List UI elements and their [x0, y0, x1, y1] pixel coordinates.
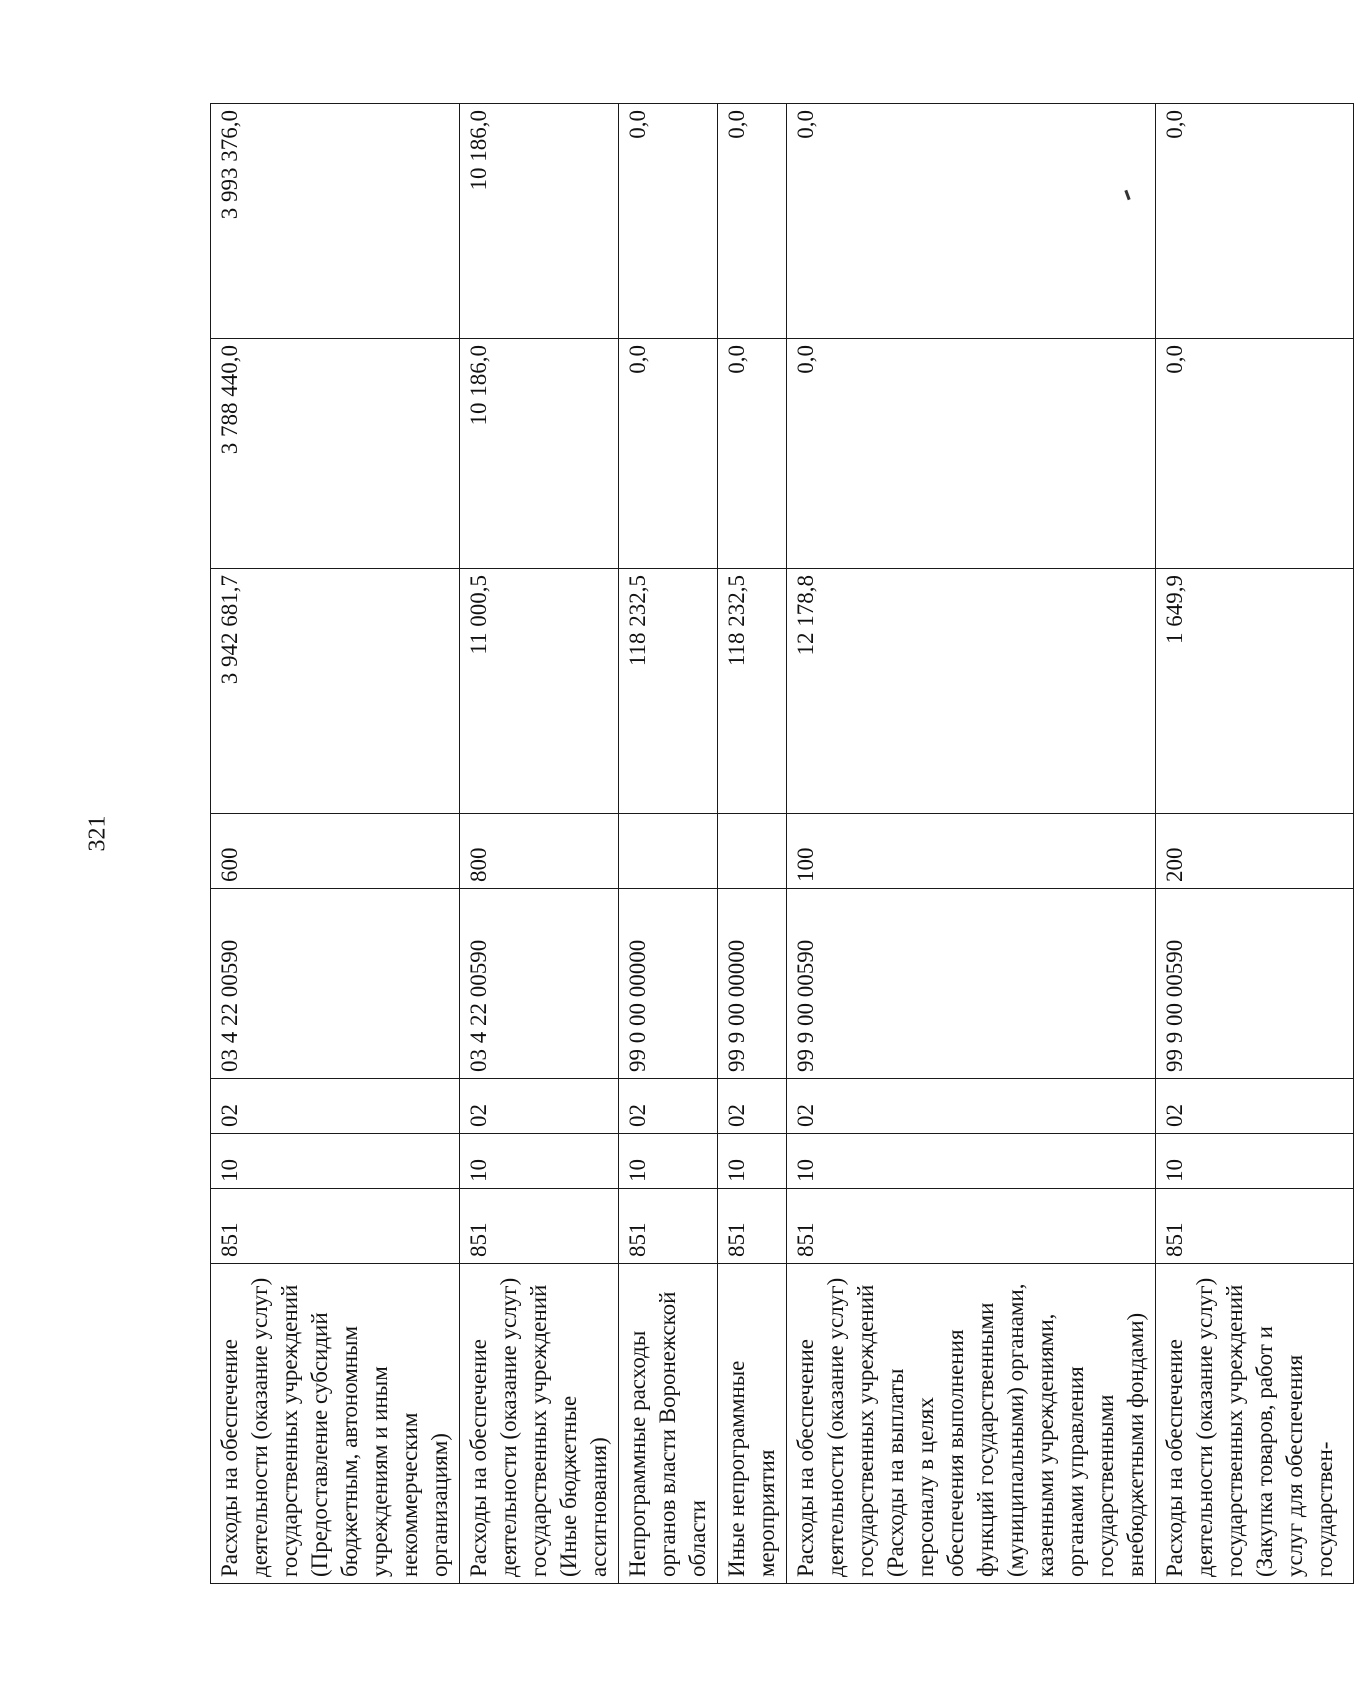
- table-row: [211, 104, 460, 1584]
- target-article: 03 4 22 00590: [460, 889, 619, 1079]
- expense-type: [619, 814, 718, 889]
- subsection-code: 02: [787, 1079, 1156, 1134]
- section-code: 10: [787, 1134, 1156, 1189]
- row-description: Расходы на обеспечение деятельности (оказание услуг) государственных учреждений (Предоставление субсидий бюджетным, автономным учреждениям и иным некоммерческим организациям): [211, 1264, 460, 1584]
- amount-3: 0,0: [619, 104, 718, 339]
- amount-1: 3 942 681,7: [211, 569, 460, 814]
- row-description: Непрограммные расходы органов власти Воронежской области: [619, 1264, 718, 1584]
- amount-3: 3 993 376,0: [211, 104, 460, 339]
- subsection-code: 02: [718, 1079, 787, 1134]
- amount-1: 118 232,5: [619, 569, 718, 814]
- expense-type: 800: [460, 814, 619, 889]
- ministry-code: 851: [460, 1189, 619, 1264]
- table-row: [718, 104, 787, 1584]
- budget-table: [210, 103, 1354, 1584]
- amount-2: 0,0: [619, 339, 718, 569]
- amount-3: 0,0: [718, 104, 787, 339]
- amount-2: 0,0: [718, 339, 787, 569]
- amount-1: 1 649,9: [1156, 569, 1354, 814]
- target-article: 99 9 00 00590: [787, 889, 1156, 1079]
- amount-1: 118 232,5: [718, 569, 787, 814]
- amount-3: 0,0: [787, 104, 1156, 339]
- amount-2: 10 186,0: [460, 339, 619, 569]
- amount-2: 0,0: [1156, 339, 1354, 569]
- section-code: 10: [619, 1134, 718, 1189]
- table-row: [460, 104, 619, 1584]
- table-row: [787, 104, 1156, 1584]
- row-description: Расходы на обеспечение деятельности (оказание услуг) государственных учреждений (Закупка товаров, работ и услуг для обеспечения государствен-: [1156, 1264, 1354, 1584]
- target-article: 03 4 22 00590: [211, 889, 460, 1079]
- ministry-code: 851: [619, 1189, 718, 1264]
- table-row: [1156, 104, 1354, 1584]
- table-row: [619, 104, 718, 1584]
- table-body: [211, 104, 1354, 1584]
- ministry-code: 851: [718, 1189, 787, 1264]
- expense-type: 200: [1156, 814, 1354, 889]
- section-code: 10: [718, 1134, 787, 1189]
- row-description: Расходы на обеспечение деятельности (оказание услуг) государственных учреждений (Расходы на выплаты персоналу в целях обеспечения выполнения функций государственными (муниципальными) органами, казенными учреждениями, органами управления государственными внебюджетными фондами): [787, 1264, 1156, 1584]
- amount-2: 0,0: [787, 339, 1156, 569]
- amount-3: 0,0: [1156, 104, 1354, 339]
- target-article: 99 9 00 00000: [718, 889, 787, 1079]
- subsection-code: 02: [1156, 1079, 1354, 1134]
- page-number: 321: [84, 815, 111, 852]
- row-description: Расходы на обеспечение деятельности (оказание услуг) государственных учреждений (Иные бюджетные ассигнования): [460, 1264, 619, 1584]
- expense-type: 600: [211, 814, 460, 889]
- section-code: 10: [1156, 1134, 1354, 1189]
- budget-table-rotated: [210, 104, 1337, 1584]
- expense-type: [718, 814, 787, 889]
- target-article: 99 9 00 00590: [1156, 889, 1354, 1079]
- subsection-code: 02: [619, 1079, 718, 1134]
- ministry-code: 851: [1156, 1189, 1354, 1264]
- subsection-code: 02: [211, 1079, 460, 1134]
- expense-type: 100: [787, 814, 1156, 889]
- amount-1: 12 178,8: [787, 569, 1156, 814]
- amount-3: 10 186,0: [460, 104, 619, 339]
- ministry-code: 851: [787, 1189, 1156, 1264]
- ministry-code: 851: [211, 1189, 460, 1264]
- subsection-code: 02: [460, 1079, 619, 1134]
- amount-1: 11 000,5: [460, 569, 619, 814]
- amount-2: 3 788 440,0: [211, 339, 460, 569]
- section-code: 10: [211, 1134, 460, 1189]
- target-article: 99 0 00 00000: [619, 889, 718, 1079]
- row-description: Иные непрограммные мероприятия: [718, 1264, 787, 1584]
- section-code: 10: [460, 1134, 619, 1189]
